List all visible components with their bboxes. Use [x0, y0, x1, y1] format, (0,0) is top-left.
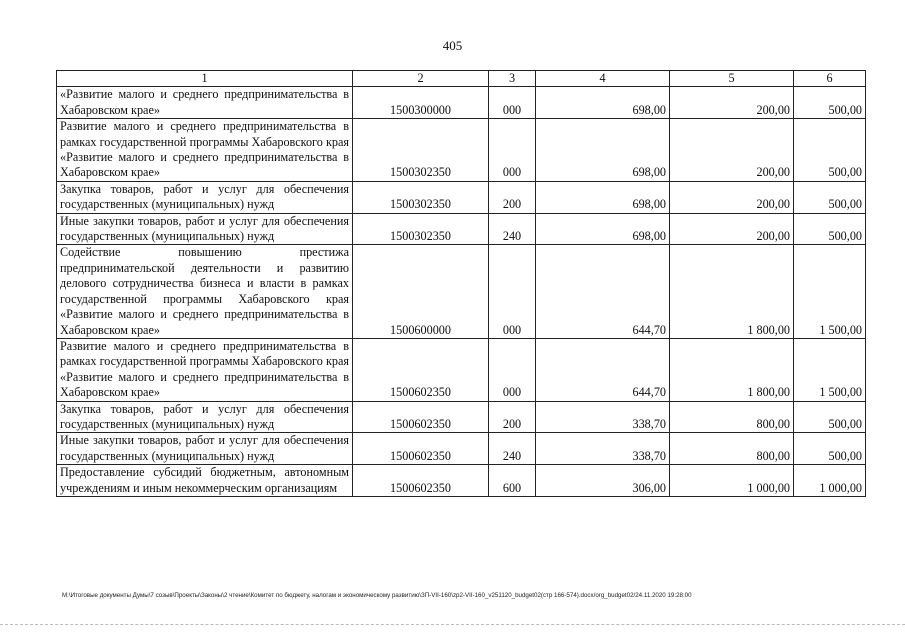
row-type-cell: 000	[489, 245, 536, 338]
row-value-cell: 1 800,00	[670, 245, 794, 338]
row-value-cell: 800,00	[670, 401, 794, 433]
row-value-cell: 200,00	[670, 181, 794, 213]
row-type-cell: 600	[489, 465, 536, 497]
row-value-cell: 800,00	[670, 433, 794, 465]
table-row	[57, 87, 866, 119]
table-row	[57, 433, 866, 465]
column-header: 5	[670, 71, 794, 87]
row-code-cell: 1500602350	[353, 433, 489, 465]
table-row	[57, 213, 866, 245]
column-header: 6	[794, 71, 866, 87]
row-code-cell: 1500302350	[353, 119, 489, 182]
row-type-cell: 000	[489, 119, 536, 182]
table-row	[57, 401, 866, 433]
row-value-cell: 338,70	[536, 433, 670, 465]
row-value-cell: 306,00	[536, 465, 670, 497]
row-value-cell: 644,70	[536, 245, 670, 338]
row-value-cell: 500,00	[794, 181, 866, 213]
row-name-cell: Предоставление субсидий бюджетным, автономным учреждениям и иным некоммерческим организациям	[57, 465, 353, 497]
row-name-cell: Закупка товаров, работ и услуг для обеспечения государственных (муниципальных) нужд	[57, 401, 353, 433]
column-header: 1	[57, 71, 353, 87]
budget-table	[56, 70, 866, 497]
table-row	[57, 338, 866, 401]
row-value-cell: 644,70	[536, 338, 670, 401]
row-value-cell: 1 000,00	[670, 465, 794, 497]
row-value-cell: 200,00	[670, 213, 794, 245]
row-code-cell: 1500602350	[353, 338, 489, 401]
row-value-cell: 500,00	[794, 119, 866, 182]
row-type-cell: 200	[489, 401, 536, 433]
row-value-cell: 1 500,00	[794, 338, 866, 401]
row-value-cell: 500,00	[794, 401, 866, 433]
table-row	[57, 181, 866, 213]
row-value-cell: 1 500,00	[794, 245, 866, 338]
row-type-cell: 000	[489, 338, 536, 401]
row-value-cell: 698,00	[536, 181, 670, 213]
row-name-cell: Иные закупки товаров, работ и услуг для обеспечения государственных (муниципальных) нужд	[57, 433, 353, 465]
row-value-cell: 500,00	[794, 87, 866, 119]
table-row	[57, 245, 866, 338]
row-code-cell: 1500602350	[353, 401, 489, 433]
row-name-cell: Закупка товаров, работ и услуг для обеспечения государственных (муниципальных) нужд	[57, 181, 353, 213]
row-name-cell: Развитие малого и среднего предпринимательства в рамках государственной программы Хабаровского края «Развитие малого и среднего предпринимательства в Хабаровском крае»	[57, 119, 353, 182]
row-type-cell: 200	[489, 181, 536, 213]
row-code-cell: 1500302350	[353, 213, 489, 245]
table-row	[57, 119, 866, 182]
row-value-cell: 200,00	[670, 119, 794, 182]
row-name-cell: Содействие повышению престижа предпринимательской деятельности и развитию делового сотрудничества бизнеса и власти в рамках государственной программы Хабаровского края «Развитие малого и среднего предпринимательства в Хабаровском крае»	[57, 245, 353, 338]
table-header-row	[57, 71, 866, 87]
row-value-cell: 1 800,00	[670, 338, 794, 401]
table-row	[57, 465, 866, 497]
row-code-cell: 1500300000	[353, 87, 489, 119]
row-name-cell: «Развитие малого и среднего предпринимательства в Хабаровском крае»	[57, 87, 353, 119]
row-value-cell: 1 000,00	[794, 465, 866, 497]
row-type-cell: 000	[489, 87, 536, 119]
column-header: 4	[536, 71, 670, 87]
row-type-cell: 240	[489, 433, 536, 465]
row-code-cell: 1500600000	[353, 245, 489, 338]
row-name-cell: Иные закупки товаров, работ и услуг для обеспечения государственных (муниципальных) нужд	[57, 213, 353, 245]
row-name-cell: Развитие малого и среднего предпринимательства в рамках государственной программы Хабаровского края «Развитие малого и среднего предпринимательства в Хабаровском крае»	[57, 338, 353, 401]
row-value-cell: 698,00	[536, 119, 670, 182]
row-value-cell: 500,00	[794, 433, 866, 465]
row-value-cell: 698,00	[536, 87, 670, 119]
row-value-cell: 698,00	[536, 213, 670, 245]
column-header: 3	[489, 71, 536, 87]
scan-edge-line	[0, 624, 905, 625]
row-value-cell: 500,00	[794, 213, 866, 245]
row-value-cell: 200,00	[670, 87, 794, 119]
document-path-footer: M:\Итоговые документы Думы\7 созыв\Проекты\Законы\2 чтение\Комитет по бюджету, налогам и экономическому развитию\ЗП-VII-160\zp2-VII-160_v251120_budget02(стр 166-574).docx/org_budget02/24.11.2020 19:28:00	[62, 592, 692, 599]
page-number: 405	[442, 38, 463, 53]
row-type-cell: 240	[489, 213, 536, 245]
column-header: 2	[353, 71, 489, 87]
row-code-cell: 1500602350	[353, 465, 489, 497]
row-code-cell: 1500302350	[353, 181, 489, 213]
row-value-cell: 338,70	[536, 401, 670, 433]
